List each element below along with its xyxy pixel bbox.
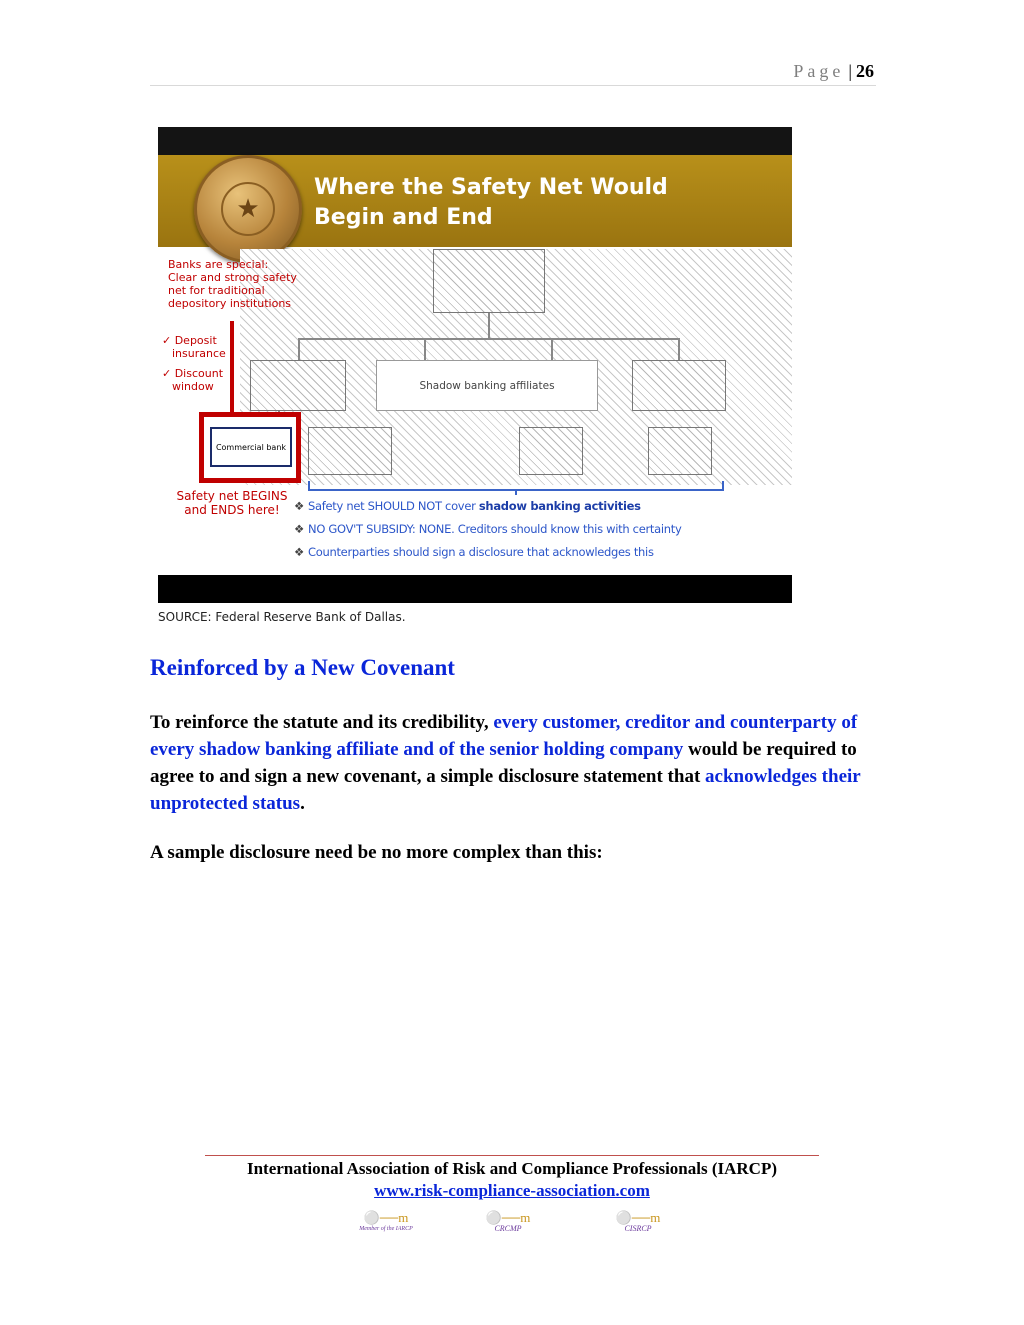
slide-title-line1: Where the Safety Net Would: [314, 175, 668, 200]
para-text: To reinforce the statute and its credibility,: [150, 712, 494, 733]
bullet-2-text: NO GOV'T SUBSIDY: NONE. Creditors should know this with certainty: [308, 522, 682, 536]
diamond-bullet-icon: ❖: [294, 499, 305, 513]
check-line: ✓ Discount: [162, 367, 224, 380]
logo-label: Member of the IARCP: [359, 1226, 413, 1232]
paragraph-covenant: [150, 709, 880, 817]
key-icon: ⚪──m: [363, 1210, 409, 1225]
para-highlight: acknowledges their unprotected status: [150, 766, 861, 814]
key-icon: ⚪──m: [615, 1210, 661, 1225]
para-text: would be required to agree to and sign a new covenant, a simple disclosure statement that: [150, 739, 857, 787]
check-line: window: [172, 380, 214, 393]
check-line: insurance: [172, 347, 226, 360]
safety-net-begins-text: [166, 489, 298, 517]
figure-bullets: [294, 495, 792, 564]
figure-source: SOURCE: Federal Reserve Bank of Dallas.: [158, 610, 406, 624]
org-line: [298, 338, 300, 360]
bullet-2: [294, 518, 792, 541]
commercial-bank-frame: [199, 412, 301, 483]
shadow-banking-label: Shadow banking affiliates: [376, 360, 598, 411]
federal-reserve-seal-icon: [194, 155, 302, 263]
org-line: [424, 338, 426, 360]
banks-special-line: depository institutions: [168, 297, 292, 310]
bullet-3: [294, 541, 792, 564]
org-line: [298, 338, 680, 340]
bullet-1-text: Safety net SHOULD NOT cover: [308, 499, 479, 513]
para-highlight: every customer, creditor and counterparty of every shadow banking affiliate and of the senior holding company: [150, 712, 858, 760]
safety-net-figure: [158, 127, 792, 603]
check-line: ✓ Deposit: [162, 334, 217, 347]
org-line: [488, 313, 490, 339]
safety-net-line: Safety net BEGINS: [176, 489, 288, 503]
eagle-icon: ★: [221, 182, 275, 236]
paragraph-sample: A sample disclosure need be no more complex than this:: [150, 842, 603, 863]
red-connector: [230, 321, 234, 413]
page-number-header: [793, 61, 874, 82]
slide-bottom-band: [158, 575, 792, 603]
sub-box-1: [308, 427, 392, 475]
diamond-bullet-icon: ❖: [294, 522, 305, 536]
deposit-insurance-check: [162, 334, 226, 360]
banks-special-line: net for traditional: [168, 284, 265, 297]
page-number: 26: [856, 61, 874, 81]
para-text: .: [300, 793, 305, 814]
affiliate-box-right: [632, 360, 726, 411]
cisrcp-logo: [610, 1212, 666, 1236]
slide-title-line2: Begin and End: [314, 205, 493, 230]
org-line: [551, 338, 553, 360]
logo-label: CISRCP: [624, 1224, 652, 1233]
banks-special-line: Banks are special:: [168, 258, 269, 271]
header-rule: [150, 85, 876, 86]
slide-top-band: [158, 127, 792, 155]
footer-organization: International Association of Risk and Compliance Professionals (IARCP): [246, 1159, 778, 1178]
section-heading: Reinforced by a New Covenant: [150, 655, 455, 680]
page-separator: |: [848, 61, 852, 81]
footer-rule: [205, 1155, 819, 1156]
page-word: Page: [793, 61, 845, 81]
holding-company-box: [433, 249, 545, 313]
bullet-3-text: Counterparties should sign a disclosure that acknowledges this: [308, 545, 654, 559]
diamond-bullet-icon: ❖: [294, 545, 305, 559]
bullet-1-bold: shadow banking activities: [478, 499, 641, 513]
slide-title: [314, 173, 734, 233]
sub-box-2: [519, 427, 583, 475]
sub-box-3: [648, 427, 712, 475]
bullet-1: [294, 495, 792, 518]
iarcp-member-logo: [358, 1212, 414, 1236]
org-line: [678, 338, 680, 360]
banks-special-line: Clear and strong safety: [168, 271, 297, 284]
crcmp-logo: [480, 1212, 536, 1236]
discount-window-check: [162, 367, 223, 393]
banks-special-text: [168, 258, 297, 310]
footer-url-link[interactable]: www.risk-compliance-association.com: [374, 1181, 650, 1200]
safety-net-line: and ENDS here!: [184, 503, 280, 517]
affiliate-box-left: [250, 360, 346, 411]
key-icon: ⚪──m: [485, 1210, 531, 1225]
logo-label: CRCMP: [494, 1224, 522, 1233]
commercial-bank-box: Commercial bank: [210, 427, 292, 467]
